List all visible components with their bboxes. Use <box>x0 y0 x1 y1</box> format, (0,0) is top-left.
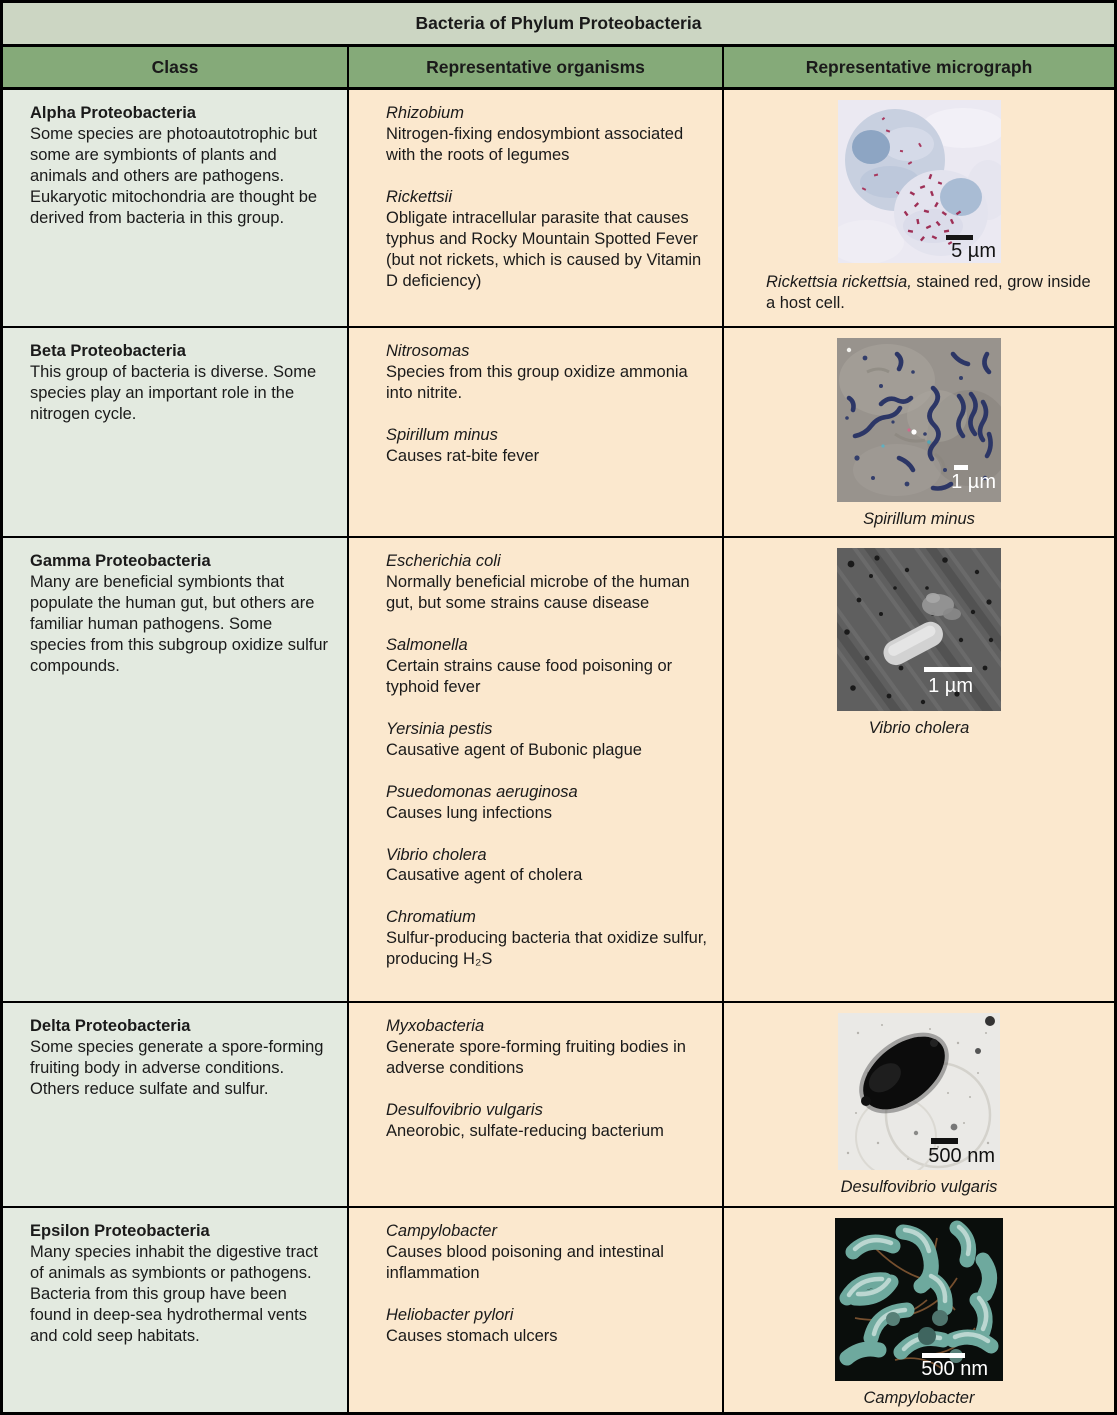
organism-name: Campylobacter <box>386 1222 497 1240</box>
organism-name: Rickettsii <box>386 187 453 206</box>
organism-desc: Normally beneficial microbe of the human gut, but some strains cause disease <box>386 572 690 612</box>
organism-desc: Causes lung infections <box>386 803 553 822</box>
campylobacter-micrograph-image <box>835 1218 1003 1381</box>
micrograph-cell-gamma <box>724 538 1114 1003</box>
column-header-micrograph: Representative micrograph <box>724 47 1114 90</box>
organism-desc: Aneorobic, sulfate-reducing bacterium <box>386 1121 664 1140</box>
spirillum-micrograph-image <box>837 338 1001 502</box>
caption-species: Rickettsia rickettsia, <box>766 273 912 291</box>
micrograph-caption: Desulfovibrio vulgaris <box>840 1178 998 1196</box>
scale-bar <box>924 667 972 672</box>
organism-name: Yersinia pestis <box>386 719 493 738</box>
organisms-cell-gamma <box>349 538 724 1003</box>
organism-name: Nitrosomas <box>386 342 470 360</box>
organism-name: Chromatium <box>386 908 476 927</box>
class-name-delta: Delta Proteobacteria <box>30 1017 191 1035</box>
organism-name: Heliobacter pylori <box>386 1305 514 1324</box>
organism-entry <box>386 103 712 166</box>
class-cell-beta <box>3 328 349 538</box>
organisms-cell-epsilon <box>349 1208 724 1412</box>
organisms-cell-beta <box>349 328 724 538</box>
organism-desc: Certain strains cause food poisoning or typhoid fever <box>386 656 673 696</box>
scale-bar <box>954 465 968 470</box>
scale-label: 1 µm <box>928 675 973 697</box>
class-desc-delta: Some species generate a spore-forming fruiting body in adverse conditions. Others reduce sulfate and sulfur. <box>30 1037 324 1098</box>
scale-label: 500 nm <box>921 1358 988 1380</box>
vibrio-micrograph-image <box>837 548 1001 711</box>
organism-entry <box>386 719 712 761</box>
class-name-alpha: Alpha Proteobacteria <box>30 104 196 122</box>
class-desc-alpha: Some species are photoautotrophic but some are symbionts of plants and animals and others are pathogens. Eukaryotic mitochondria are thought be derived from bacteria in this group. <box>30 124 318 227</box>
scale-label: 5 µm <box>950 240 996 262</box>
organisms-cell-alpha <box>349 90 724 328</box>
micrograph-cell-alpha <box>724 90 1114 328</box>
organism-entry <box>386 635 712 698</box>
organism-name: Desulfovibrio vulgaris <box>386 1100 543 1119</box>
organism-desc: Species from this group oxidize ammonia into nitrite. <box>386 362 688 402</box>
organism-name: Salmonella <box>386 635 468 654</box>
organism-desc: Causes rat-bite fever <box>386 446 540 465</box>
organism-desc: Causative agent of Bubonic plague <box>386 740 642 759</box>
micrograph-cell-beta <box>724 328 1114 538</box>
organism-desc: Causes stomach ulcers <box>386 1326 558 1345</box>
organism-entry <box>386 341 712 404</box>
rickettsia-micrograph-image <box>838 100 1001 263</box>
micrograph-caption: Vibrio cholera <box>868 719 970 737</box>
organism-name: Escherichia coli <box>386 552 501 570</box>
desulfovibrio-micrograph-image <box>838 1013 1000 1170</box>
column-header-class: Class <box>3 47 349 90</box>
class-cell-gamma <box>3 538 349 1003</box>
organisms-cell-delta <box>349 1003 724 1208</box>
class-desc-gamma: Many are beneficial symbionts that populate the human gut, but others are familiar human pathogens. Some species from this subgroup oxidize sulfur compounds. <box>30 572 329 675</box>
organism-name: Vibrio cholera <box>386 845 487 864</box>
organism-name: Rhizobium <box>386 104 464 122</box>
class-name-beta: Beta Proteobacteria <box>30 342 186 360</box>
class-cell-epsilon <box>3 1208 349 1412</box>
organism-desc: Sulfur-producing bacteria that oxidize sulfur, producing H₂S <box>386 929 708 969</box>
micrograph-caption: Campylobacter <box>863 1389 975 1407</box>
organism-desc: Causes blood poisoning and intestinal inflammation <box>386 1242 664 1282</box>
organism-desc: Nitrogen-fixing endosymbiont associated with the roots of legumes <box>386 124 684 164</box>
table-title: Bacteria of Phylum Proteobacteria <box>3 3 1114 47</box>
organism-entry <box>386 845 712 887</box>
organism-entry <box>386 907 712 970</box>
class-desc-beta: This group of bacteria is diverse. Some species play an important role in the nitrogen cycle. <box>30 362 317 423</box>
class-desc-epsilon: Many species inhabit the digestive tract of animals as symbionts or pathogens. Bacteria from this group have been found in deep-sea hydrothermal vents and cold seep habitats. <box>30 1242 318 1345</box>
organism-entry <box>386 1016 712 1079</box>
micrograph-cell-delta <box>724 1003 1114 1208</box>
organism-name: Psuedomonas aeruginosa <box>386 782 578 801</box>
organism-entry <box>386 1100 712 1142</box>
organism-desc: Obligate intracellular parasite that causes typhus and Rocky Mountain Spotted Fever (but not rickets, which is caused by Vitamin D deficiency) <box>386 208 702 290</box>
class-cell-delta <box>3 1003 349 1208</box>
class-cell-alpha <box>3 90 349 328</box>
column-header-organisms: Representative organisms <box>349 47 724 90</box>
scale-label: 500 nm <box>928 1145 995 1167</box>
caption-text: stained red, grow inside a host cell. <box>766 273 1091 312</box>
micrograph-caption: Spirillum minus <box>863 510 975 528</box>
organism-desc: Generate spore-forming fruiting bodies in adverse conditions <box>386 1037 686 1077</box>
organism-name: Myxobacteria <box>386 1017 485 1035</box>
organism-entry <box>386 551 712 614</box>
micrograph-caption <box>724 272 1114 313</box>
scale-bar <box>931 1138 958 1144</box>
organism-entry <box>386 1305 712 1347</box>
organism-name: Spirillum minus <box>386 425 498 444</box>
organism-entry <box>386 187 712 292</box>
class-name-gamma: Gamma Proteobacteria <box>30 552 211 570</box>
organism-desc: Causative agent of cholera <box>386 866 583 885</box>
organism-entry <box>386 425 712 467</box>
organism-entry <box>386 1221 712 1284</box>
micrograph-cell-epsilon <box>724 1208 1114 1412</box>
class-name-epsilon: Epsilon Proteobacteria <box>30 1222 210 1240</box>
scale-label: 1 µm <box>951 471 996 493</box>
organism-entry <box>386 782 712 824</box>
